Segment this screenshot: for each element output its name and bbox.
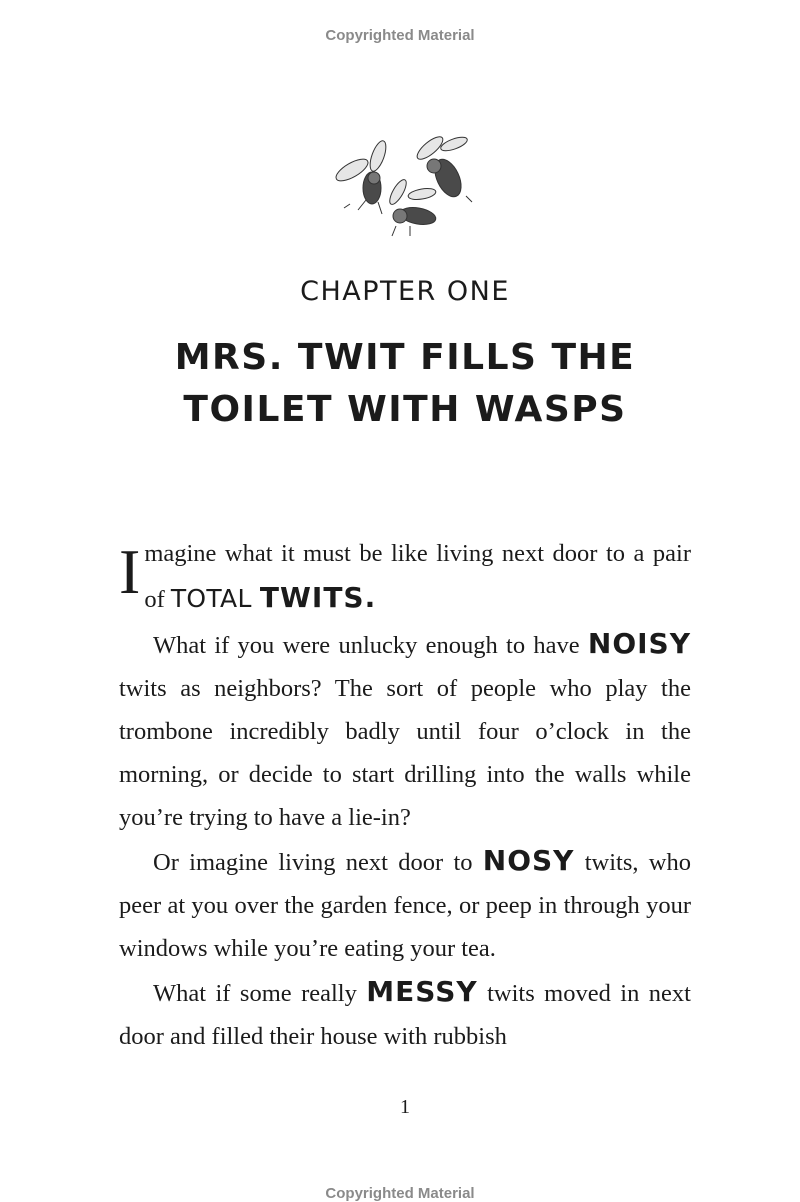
paragraph-2 bbox=[119, 622, 691, 839]
drop-cap: I bbox=[119, 536, 141, 607]
emphasis-total: TOTAL bbox=[170, 584, 260, 613]
emphasis-messy: MESSY bbox=[366, 975, 478, 1008]
chapter-title-line-2: TOILET WITH WASPS bbox=[183, 389, 627, 430]
wasp-middle bbox=[387, 177, 437, 236]
emphasis-noisy: NOISY bbox=[587, 627, 691, 660]
paragraph-1-text: magine what it must be like living next door to a pair of bbox=[144, 540, 691, 613]
paragraph-3 bbox=[119, 839, 691, 970]
emphasis-nosy: NOSY bbox=[482, 844, 575, 877]
emphasis-twits: TWITS. bbox=[259, 581, 377, 614]
chapter-title-line-1: MRS. TWIT FILLS THE bbox=[174, 337, 636, 378]
paragraph-3-pre: Or imagine living next door to bbox=[153, 849, 483, 876]
copyright-header: Copyrighted Material bbox=[325, 27, 475, 44]
copyright-footer: Copyrighted Material bbox=[325, 1185, 475, 1202]
body-text bbox=[119, 532, 691, 1058]
paragraph-3-post: twits, who peer at you over the garden fence, or peep in through your windows while you’re eating your tea. bbox=[119, 849, 691, 962]
page-number: 1 bbox=[400, 1096, 410, 1118]
chapter-title bbox=[0, 332, 800, 436]
chapter-number: CHAPTER ONE bbox=[300, 276, 510, 307]
paragraph-2-pre: What if you were unlucky enough to have bbox=[153, 632, 588, 659]
paragraph-2-post: twits as neighbors? The sort of people who play the trombone incredibly badly until four o’clock in the morning, or decide to start drilling into the walls while you’re trying to have a lie-in? bbox=[119, 675, 691, 831]
paragraph-4-post: twits moved in next door and filled their house with rubbish bbox=[119, 980, 691, 1050]
wasps-illustration bbox=[330, 130, 480, 240]
paragraph-1 bbox=[119, 532, 691, 622]
wasp-left bbox=[333, 139, 389, 214]
paragraph-4 bbox=[119, 970, 691, 1058]
paragraph-4-pre: What if some really bbox=[153, 980, 367, 1007]
